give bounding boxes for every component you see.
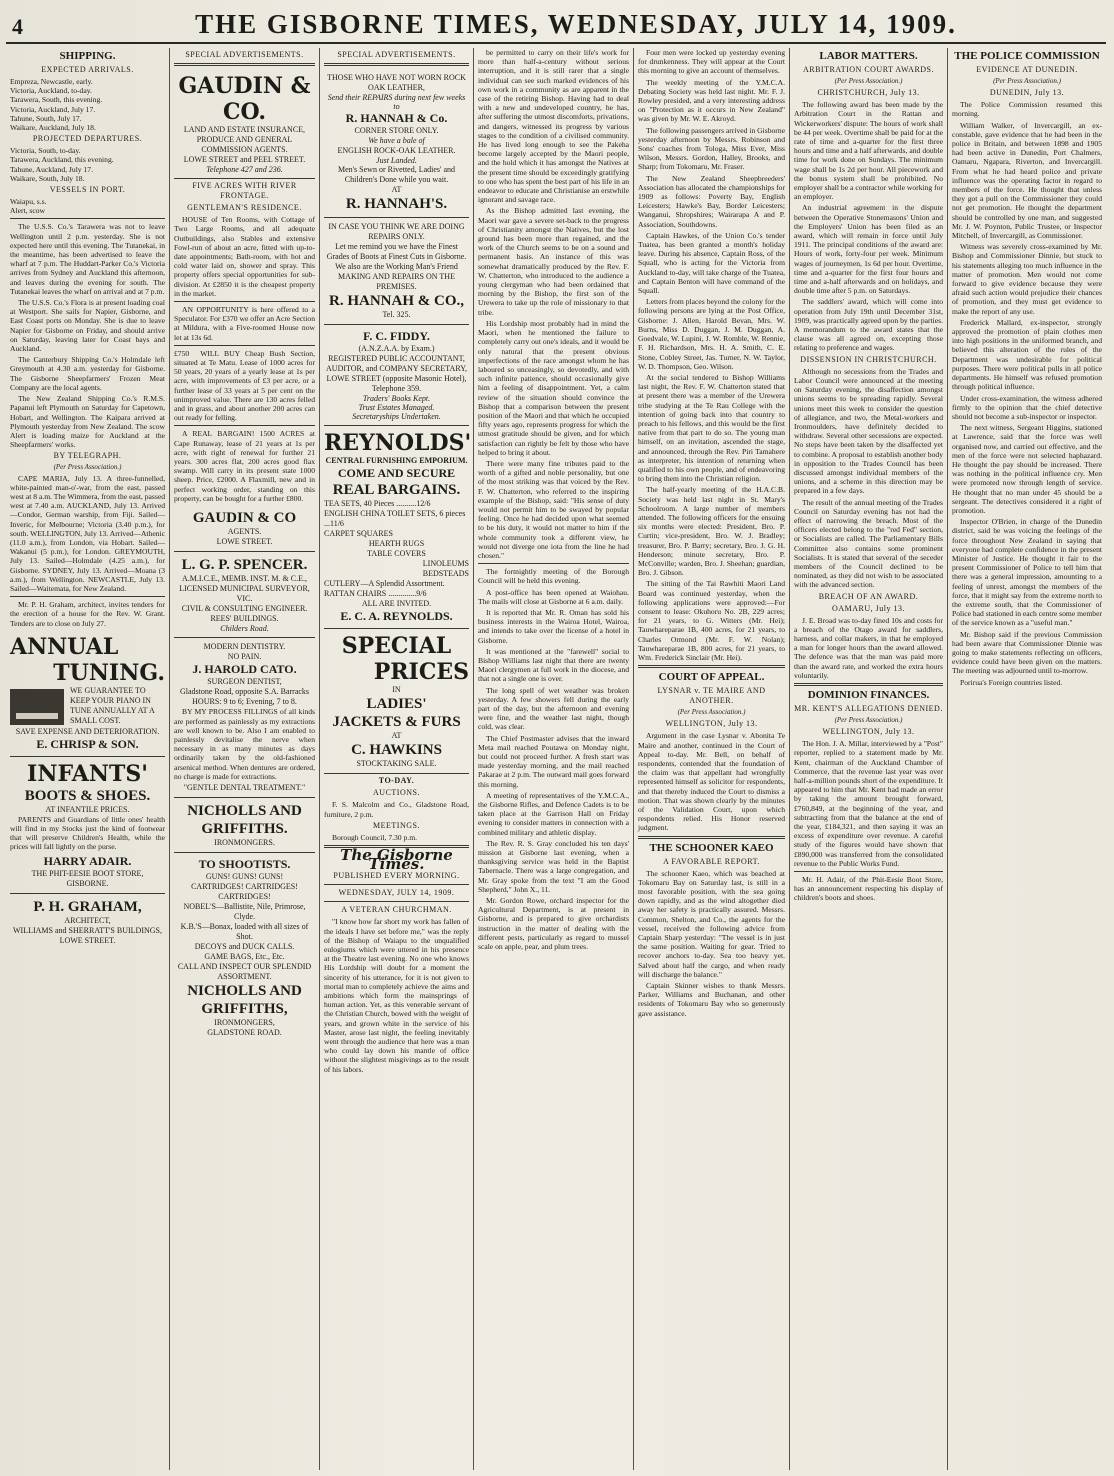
award-paragraph: J. E. Broad was to-day fined 10s and costs for a breach of the Otago award for saddlers, harness, and collar makers, in that he employed a man for longer hours than the award allowed. The defence was that the man was paid more than the award rate, and worked the extra hours voluntarily. bbox=[794, 615, 943, 680]
dentistry-ad bbox=[174, 638, 315, 798]
telegraph-text: CAPE MARIA, July 13. A three-funnelled, white-painted man-o'-war, from the east, passed west at 8 a.m. The Wimmera, from the east, passed west at 7.40 a.m. AUCKLAND, July 13. Arrived—Condor, German warship, from Fiji. Sailed—Inveric, for Melbourne; Victoria (3.40 p.m.), for south. WELLINGTON, July 13. Arrived—Athenic (11.0 a.m.), from London, via Hobart. Sailed—Wakanui (5 p.m.), for London. GREYMOUTH, July 13. Sailed—Holmdale (4.25 a.m.), for Gisborne. SYDNEY, July 13. Arrived—Moana (3 a.m.), from Wellington. NEWCASTLE, July 13. Sailed—Waitemata, for New Zealand. bbox=[10, 473, 165, 593]
news-item: The Chief Postmaster advises that the inward Meta mail reached Poutawa on Monday night, but could not proceed further. A fresh start was made yesterday morning, and the mail reached Pakarae at 2 p.m. The outward mail goes forward this morning. bbox=[478, 733, 629, 789]
gaudin-address: LOWE STREET and PEEL STREET. bbox=[183, 155, 306, 164]
special-ads-header-2: SPECIAL ADVERTISEMENTS. bbox=[337, 50, 456, 59]
spencer-name: L. G. P. SPENCER. bbox=[181, 557, 308, 574]
cartridges-line: CARTRIDGES! CARTRIDGES! CARTRIDGES! bbox=[191, 881, 298, 901]
labor-place: CHRISTCHURCH, July 13. bbox=[817, 88, 920, 98]
china-line: ENGLISH CHINA TOILET SETS, 6 pieces ...11/6 bbox=[324, 509, 466, 529]
news-item: The Rev. R. S. Gray concluded his ten days' mission at Gisborne last evening, when a thanksgiving service was held in the Baptist Tabernacle. There was a large congregation, and Mr. Gray spoke from the text "I am the Good Shepherd," John X., 11. bbox=[478, 838, 629, 894]
editorial-date: WEDNESDAY, JULY 14, 1909. bbox=[338, 888, 455, 898]
jackets-label: JACKETS & FURS bbox=[332, 714, 461, 731]
veteran-text: "I know how far short my work has fallen of the ideals I have set before me," was the reply of the Bishop of Waiapu to the unqualified eulogiums which were uttered in his presence at the Theatre last evening. No one who knows His Lordship will doubt for a moment the sincerity of his utterance, for it is not given to mortal man to completely achieve the aims and ambitions which form the mainsprings of human action. Yet, as this venerable servant of the Christian Church, bowed with the weight of years, and grown white in the service of his Master, arose last night, the feeling inevitably went through the audience that here was a man who could lay down his mantle of office without the slightest misgivings as to the result of his labors. bbox=[324, 917, 469, 1074]
police-place: DUNEDIN, July 13. bbox=[989, 88, 1065, 98]
reynolds-name: REYNOLDS' bbox=[324, 430, 472, 457]
ironmongers: IRONMONGERS. bbox=[214, 837, 275, 847]
graham-ad bbox=[10, 894, 165, 950]
house-text: HOUSE of Ten Rooms, with Cottage of Two Large Rooms, and all adequate Outbuildings, also Stables and extensive Fowl-run of about an acre, fitted with up-to-date appointments; Bath-room, with hot and cold water laid on, shower and spray. This property offers special opportunities for sub-division. At £2850 it is the cheapest property in the market. bbox=[174, 215, 315, 298]
adair-notice: Mr. H. Adair, of the Phit-Eesie Boot Store, has an announcement respecting his display of children's boots and shoes. bbox=[794, 875, 943, 903]
editorial-paragraph: His Lordship most probably had in mind the Maori, when he mentioned the failure to completely carry out one's ideals, and it would be only natural that the present obvious imperfections of the race amongst whom he has laboured so unceasingly, so devotedly, and with such infinite patience, should occasionally give him a feeling of disappointment. Yet, a calm review of the situation should convince the Bishop that a comparison between the present position of the Maori and that which he occupied fifty years ago, represents progress for which the utmost gratitude should be given, and for which satisfaction can rightly be felt by those who have helped to bring it about. bbox=[478, 318, 629, 457]
in-case-line: IN CASE YOU THINK WE ARE DOING REPAIRS ONLY. bbox=[328, 221, 465, 241]
infants-ad bbox=[10, 757, 165, 894]
nobels-line: NOBEL'S—Ballistite, Nile, Primrose, Clyde. bbox=[183, 901, 306, 921]
news-item: A meeting of representatives of the Y.M.C.A., the Gisborne Rifles, and Defence Cadets is to be taken place at the Garrison Hall on Friday evening to consider matters in connection with a combined military and athletic display. bbox=[478, 790, 629, 837]
police-paragraph: Witness was severely cross-examined by Mr. Bishop and Commissioner Dinnie, but stuck to his statements alleging too much influence in the matter of promotion. Men would not come forward to give evidence because they were afraid such action would prejudice their chances of promotion, and they must get evidence to make the report of any use. bbox=[952, 242, 1102, 316]
column-editorial bbox=[474, 48, 634, 1470]
hannah-name-2: R. HANNAH & CO., bbox=[329, 292, 464, 309]
gentle-treatment: "GENTLE DENTAL TREATMENT." bbox=[183, 782, 306, 792]
list-item: Victoria, South, to-day. bbox=[10, 146, 81, 156]
news-item: The New Zealand Sheepbreeders' Association has allocated the championships for 1909 as follows: Poverty Bay, English Leicesters; Hawke's Bay, Border Leicesters; Wanganui, Shropshires; Wairarapa A and P. Association, Southdowns. bbox=[638, 173, 785, 229]
shipping-paragraph: The U.S.S. Co.'s Tarawera was not to leave Wellington until 2 p.m. yesterday. She is not expected here until this evening. The Tutanekai, in the meantime, has been advertised to leave the wharf at 7 p.m. The Huddart-Parker Co.'s Victoria arrives from Sydney and Auckland this afternoon, and leaves during the evening for south. The Tutanekai leaves the wharf on arrival and at 7 p.m. bbox=[10, 222, 165, 296]
newspaper-title: THE GISBORNE TIMES, WEDNESDAY, JULY 14, 1909. bbox=[195, 9, 957, 39]
police-paragraph: Inspector O'Brien, in charge of the Dunedin district, said he was voicing the feelings of the force throughout New Zealand in saying that everyone had complete confidence in the present Minister of Justice. He thought it fair to the present Commissioner of Police to tell him that there was a general impression, amounting to a feeling of unrest, amongst the members of the force, that it might say from the extreme north to the extreme south, that the Commissioner of Police had stationed in each centre some member of the service known as a "useful man." bbox=[952, 517, 1102, 628]
at-label-2: AT bbox=[391, 731, 402, 741]
no-pain: NO PAIN. bbox=[227, 652, 262, 662]
telegraph-heading: BY TELEGRAPH. bbox=[53, 451, 122, 461]
court-heading: COURT OF APPEAL. bbox=[658, 671, 765, 684]
five-acres-heading: FIVE ACRES WITH RIVER FRONTAGE. bbox=[192, 181, 297, 201]
vessels-list bbox=[10, 197, 165, 215]
page-number: 4 bbox=[12, 14, 23, 39]
stocktaking-line: STOCKTAKING SALE. bbox=[356, 759, 437, 769]
come-line: COME AND SECURE bbox=[337, 466, 456, 481]
columns bbox=[6, 48, 1106, 1470]
news-item: A post-office has been opened at Waiohau. The mails will close at Gisborne at 6 a.m. daily. bbox=[478, 587, 629, 606]
ladies-label: LADIES' bbox=[366, 696, 427, 713]
finances-heading: DOMINION FINANCES. bbox=[807, 688, 930, 701]
gentleman-heading: GENTLEMAN'S RESIDENCE. bbox=[187, 203, 302, 213]
nicholls-name: NICHOLLS AND GRIFFITHS. bbox=[187, 802, 302, 837]
masthead bbox=[6, 4, 1106, 44]
shootists-ad bbox=[174, 853, 315, 1042]
hawkins-name: C. HAWKINS bbox=[351, 742, 442, 759]
cato-name: J. HAROLD CATO. bbox=[192, 662, 297, 677]
dissension-paragraph: The result of the annual meeting of the Trades Council on Saturday evening has not had the effect of narrowing the breach. Most of the officers elected belong to the "red Fed" section, or Socialists are called. The Parliamentary Bills Committee also contains some prominent Socialists. It is stated that several of the seceder members of the Council declined to be nominated, as they did not wish to be associated with the advanced section. bbox=[794, 497, 943, 590]
boots-label: BOOTS & SHOES. bbox=[24, 787, 151, 804]
list-item: Waiapu, s.s. bbox=[10, 197, 47, 207]
cato-text: BY MY PROCESS FILLINGS of all kinds are performed as painlessly as my extractions are well known to be. Also I am enabled to painlessly devitalise the nerve when necessary in as many minutes as days ordinarily taken by the old-fashioned arsenical method. When dentures are ordered, no charge is made for extractions. bbox=[174, 707, 315, 781]
opportunity-text: AN OPPORTUNITY is here offered to a Speculator. For £370 we offer an Acre Section at Mildura, with a Five-roomed House now let at 13s 6d. bbox=[174, 305, 315, 342]
court-place: WELLINGTON, July 13. bbox=[665, 719, 758, 729]
spencer-sub: A.M.I.C.E., MEMB. INST. M. & C.E., LICENSED MUNICIPAL SURVEYOR, VIC. bbox=[179, 574, 310, 604]
nicholls-ad bbox=[174, 798, 315, 853]
police-heading: THE POLICE COMMISSION bbox=[954, 50, 1100, 62]
shipping-paragraph: The Canterbury Shipping Co.'s Holmdale left Greymouth at 4.30 a.m. yesterday for Gisborne. The Gisborne Sheepfarmers' Frozen Meat Company are the local agents. bbox=[10, 355, 165, 392]
dissension-paragraph: Although no secessions from the Trades and Labor Council were announced at the meeting on Saturday evening, the disaffection amongst unions seems to be spreading rapidly. Several unions meet this week to consider the question of allegiance, and two, the Metal-workers and Ironmoulders, have definitely decided to withdraw. Several other secessions are expected. No steps have been taken by the disaffected yet to combine. A proposal to establish another body in opposition to the Trades Council has been discussed amongst individual members of the unions, and a scheme in this direction may be prepared in a few days. bbox=[794, 366, 943, 496]
just-landed: Just Landed. bbox=[376, 155, 417, 165]
kb-line: K.B.'S—Bonax, loaded with all sizes of Shot. bbox=[180, 921, 309, 941]
projected-departures-heading: PROJECTED DEPARTURES. bbox=[32, 134, 143, 144]
carpet-line: CARPET SQUARES bbox=[324, 529, 393, 539]
english-leather: ENGLISH ROCK-OAK LEATHER. bbox=[337, 145, 456, 155]
news-item: It is reported that Mr. R. Oman has sold his business interests in the Wairoa Hotel, Wairoa, and intends to take over the license of a hotel in Gisborne. bbox=[478, 607, 629, 645]
let-me-line: Let me remind you we have the Finest Grades of Boots at Finest Cuts in Gisborne. bbox=[326, 241, 467, 261]
fiddy-name: F. C. FIDDY. bbox=[363, 328, 430, 343]
harry-adair: HARRY ADAIR. bbox=[43, 853, 132, 868]
column-ads-1 bbox=[170, 48, 320, 1470]
agents-label: AGENTS. bbox=[227, 527, 262, 537]
news-item: Four men were locked up yesterday evening for drunkenness. They will appear at the Court this morning to give an account of themselves. bbox=[638, 48, 785, 76]
worn-line: THOSE WHO HAVE NOT WORN ROCK OAK LEATHER, bbox=[327, 73, 466, 92]
list-item: Tahune, South, July 17. bbox=[10, 113, 82, 123]
emporium-line: CENTRAL FURNISHING EMPORIUM. bbox=[325, 456, 468, 466]
mens-line: Men's Sewn or Rivetted, Ladies' and Children's Done while you wait. bbox=[337, 164, 456, 184]
projected-departures-list bbox=[10, 146, 165, 183]
news-item: It was mentioned at the "farewell" social to Bishop Williams last night that there are twenty Maori clergymen at full work in the diocese, and that not a single one is over. bbox=[478, 646, 629, 684]
tuning-ad bbox=[10, 630, 165, 757]
hearth-line: HEARTH RUGS bbox=[368, 539, 425, 549]
dissension-heading: DISSENSION IN CHRISTCHURCH. bbox=[800, 354, 937, 364]
gaudin-sub: LAND AND ESTATE INSURANCE, PRODUCE AND GENERAL COMMISSION AGENTS. bbox=[183, 125, 306, 154]
repairs-line: Send their REPAIRS during next few weeks to bbox=[327, 93, 466, 112]
labor-paragraph: The following award has been made by the Arbitration Court in the Rattan and Wickerworkers' dispute: The hours of work shall be 44 per week. Overtime shall be paid for at the rate of time and a-quarter for the first three hours and time and a half afterwards, and double time for work done on Sundays. The minimum wage shall be 1s 2d per hour. All piecework and the bonus system shall be prohibited. No employer shall be a contractor while working for an employer. bbox=[794, 100, 943, 202]
infants-label: INFANTS' bbox=[27, 760, 148, 787]
special-ads-header: SPECIAL ADVERTISEMENTS. bbox=[185, 50, 304, 59]
gisborne-times-title: The Gisborne Times. bbox=[340, 846, 453, 874]
telegraph-source: (Per Press Association.) bbox=[53, 463, 122, 472]
in-label: IN bbox=[392, 685, 401, 695]
trust-line: Trust Estates Managed. bbox=[358, 403, 435, 413]
news-item: Captain Hawkes, of the Union Co.'s tender Tuatea, has been granted a month's holiday leave. During his absence, Captain Ross, of the Squall, who is acting for the Victoria from Auckland to-day, will take charge of the Tuatea, and Captain Benton will have command of the Squall. bbox=[638, 230, 785, 296]
police-paragraph: The Police Commission resumed this morning. bbox=[952, 100, 1102, 119]
list-item: Alert, scow bbox=[10, 206, 46, 216]
police-paragraph: Mr. Bishop said if the previous Commission had been aware that Commissioner Dinnie was going to make statements reflecting on officers, evidence could have been given on the matters. The meeting was adjourned until to-morrow. bbox=[952, 629, 1102, 676]
column-ads-2 bbox=[320, 48, 474, 1470]
gaudin-telephone: Telephone 427 and 236. bbox=[206, 165, 283, 174]
news-item: At the social tendered to Bishop Williams last night, the Rev. F. W. Chatterton stated that at present there was a member of the Urewera tribe studying at the Te Rau College with the intention of going back into that country to preach to his fellows, and this would be the first native from that part to do so. The young man himself, on an invitation, ascended the stage, and announced, through the Rev. Piri Tamahere as interpreter, his intention of returning when qualified to his own people, and of endeavoring to bring them into the Christian religion. bbox=[638, 372, 785, 484]
hawkins-ad bbox=[324, 629, 469, 774]
labor-paragraph: The saddlers' award, which will come into operation from July 19th until December 31st, 1909, was practically agreed upon by the parties. A memorandum to the award states that the clause was all agreed on, excepting those relating to preference and wages. bbox=[794, 297, 943, 353]
news-item: The half-yearly meeting of the H.A.C.B. Society was held last night in St. Mary's Schoolroom. A large number of members attended. The following officers for the ensuing six months were elected: President, Bro. P. Curtin; vice-president, Bro. W. J. Bradley; treasurer, Bro. P. Barry; secretary, Bro. J. G. H. Henderson; minute secretary, Bro. P. McConville; warden, Bro. J. Sheehan; guardian, Bro. J. Gibson. bbox=[638, 485, 785, 578]
labor-paragraph: An industrial agreement in the dispute between the Operative Stonemasons' Union and the Employers' Union has been filed as an award, which will remain in force until July 1911. The principal conditions of the award are: Hours of work, forty-four per week. Minimum wages of journeymen, 1s 6d per hour. Overtime, time and a-quarter for the first four hours and time and a-half afterwards and on holidays, and double time after 5 p.m. on Saturdays. bbox=[794, 203, 943, 296]
gladstone-road: GLADSTONE ROAD. bbox=[207, 1027, 282, 1037]
auctions-text: F. S. Malcolm and Co., Gladstone Road, furniture, 2 p.m. bbox=[324, 800, 469, 819]
list-item: Victoria, Auckland, July 17. bbox=[10, 104, 96, 114]
hannah-name: R. HANNAH & Co. bbox=[345, 111, 448, 126]
price-750: £750 bbox=[174, 348, 190, 358]
graham-address: WILLIAMS and SHERRATT'S BUILDINGS, LOWE STREET. bbox=[13, 925, 162, 945]
news-item: Mr. Gordon Rowe, orchard inspector for the Agricultural Department, is at present in Gisborne, and is prepared to give orchardists instruction in the matter of dealing with the different pests, particularly as regard to mussel scale on apple, pear, and plum trees. bbox=[478, 896, 629, 952]
reynolds-name-2: E. C. A. REYNOLDS. bbox=[340, 609, 453, 624]
nicholls-name-2: NICHOLLS AND GRIFFITHS, bbox=[187, 982, 302, 1017]
surgeon-label: SURGEON DENTIST, bbox=[207, 677, 282, 687]
today-heading: TO-DAY. bbox=[378, 776, 415, 786]
court-text: Argument in the case Lysnar v. Abonita Te Maire and another, continued in the Court of Appeal to-day. Mr. Bell, on behalf of respondents, contended that the foundation of the claim was that appellant had wrongfully represented himself as solicitor for respondents, and that thereby induced the Court to dismiss a motion. That was shown clearly by the minutes of the Validation Court, upon which respondents relied. His Honor reserved judgment. bbox=[638, 731, 785, 833]
column-police bbox=[948, 48, 1106, 1470]
annual-label: ANNUAL bbox=[10, 633, 119, 660]
column-labor bbox=[790, 48, 948, 1470]
meetings-text: Borough Council, 7.30 p.m. bbox=[332, 832, 418, 842]
police-paragraph: Frederick Mallard, ex-inspector, strongly approved the promotion of plain clothes men into high positions in the uniformed branch, and believed this alteration of the rules of the Department was undesirable for political purposes. There were political pulls in all police departments. He himself was refused promotion through political influence. bbox=[952, 317, 1102, 392]
award-heading: BREACH OF AN AWARD. bbox=[818, 591, 919, 601]
police-source: (Per Press Association.) bbox=[993, 77, 1061, 85]
award-place: OAMARU, July 13. bbox=[832, 603, 905, 613]
veteran-heading: A VETERAN CHURCHMAN. bbox=[341, 905, 452, 915]
lino-line: LINOLEUMS bbox=[422, 559, 469, 569]
court-source: (Per Press Association.) bbox=[677, 708, 746, 717]
police-sub: EVIDENCE AT DUNEDIN. bbox=[976, 65, 1078, 74]
hannah-ad bbox=[324, 69, 469, 218]
auctions-heading: AUCTIONS. bbox=[373, 788, 420, 798]
infants-text: PARENTS and Guardians of little ones' health will find in my Stocks just the kind of footwear that will preserve Children's Health, while the prices will fall lightly on the purse. bbox=[10, 814, 165, 852]
gamebags-line: GAME BAGS, Etc., Etc. bbox=[204, 951, 285, 961]
hannahs-name: R. HANNAH'S. bbox=[345, 195, 448, 212]
list-item: Tarawera, Auckland, this evening. bbox=[10, 155, 114, 165]
special-label: SPECIAL bbox=[341, 633, 452, 660]
dentistry-heading: MODERN DENTISTRY. bbox=[203, 642, 286, 652]
corner-store: CORNER STORE ONLY. bbox=[354, 126, 439, 136]
infant-prices: AT INFANTILE PRICES. bbox=[45, 804, 130, 814]
chrisp-name: E. CHRISP & SON. bbox=[36, 736, 139, 751]
kaeo-text-2: Captain Skinner wishes to thank Messrs. Parker, Williams and Buchanan, and other residents of Tokomaru Bay who so generously gave assistance. bbox=[638, 981, 785, 1018]
tea-line: TEA SETS, 40 Pieces ..........12/6 bbox=[324, 499, 431, 509]
making-line: MAKING AND REPAIRS ON THE PREMISES. bbox=[338, 271, 455, 291]
news-item: The following passengers arrived in Gisborne yesterday afternoon by Messrs. Robinson and Sons' coaches from Tologa, Miss Ever, Miss Wilson, Messrs. Gordon, Halley, Brooks, and Sharp; from Tokomaru, Mr. Fraser. bbox=[638, 125, 785, 172]
decoys-line: DECOYS and DUCK CALLS. bbox=[194, 941, 295, 951]
gaudin-agents-ad bbox=[174, 505, 315, 552]
list-item: Tahune, Auckland, July 17. bbox=[10, 164, 93, 174]
spencer-sub2: CIVIL & CONSULTING ENGINEER. bbox=[181, 604, 308, 614]
hannah-ad-2 bbox=[324, 218, 469, 325]
published-line: PUBLISHED EVERY MORNING. bbox=[333, 871, 460, 881]
list-item: Waikare, South, July 18. bbox=[10, 173, 85, 183]
childers-road: Childers Road. bbox=[220, 624, 269, 634]
finances-paragraph: The Hon. J. A. Millar, interviewed by a "Post" reporter, replied to a statement made by Mr. Kent, chairman of the Auckland Chamber of Commerce, that the revenue last year was over half-a-million pounds short of the expenditure. It appeared to him that Mr. Kent had made an error by taking the amount brought forward, £760,849, at the beginning of the year, and subtracting from that the balance at the end of the year, £184,321, and then saying it was an excess of expenditure over revenue. A careful study of the figures would have shown that £890,000 was transferred from the consolidated revenue to the Public Works Fund. bbox=[794, 739, 943, 868]
lowe-street: LOWE STREET. bbox=[216, 537, 273, 547]
editorial-paragraph: be permitted to carry on their life's work for more than half-a-century without serious interruption, and it is still rarer that a single individual can see such marked evidences of his own work in a community as are apparent in the case of the retiring Bishop. Having had to deal with a new and undeveloped country, he has, after suffering the utmost discomforts, privations, and dangers, witnessed its progress by various stages to the condition of a civilised community. He has lived long enough to see the Pakeha become largely accepted by the Maori people, and the hold which it has amongst the Natives at the present time should be exceedingly gratifying to one who has spent the best part of his life in an endeavor to educate and Christianise an erstwhile ignorant and savage race. bbox=[478, 48, 629, 205]
meetings-heading: MEETINGS. bbox=[373, 820, 420, 830]
tuning-text: WE GUARANTEE TO KEEP YOUR PIANO IN TUNE ANNUALLY AT A SMALL COST. bbox=[70, 685, 155, 725]
finances-sub: MR. KENT'S ALLEGATIONS DENIED. bbox=[794, 703, 943, 713]
court-sub: LYSNAR v. TE MAIRE AND ANOTHER. bbox=[657, 686, 766, 706]
fiddy-text: REGISTERED PUBLIC ACCOUNTANT, AUDITOR, and COMPANY SECRETARY, bbox=[326, 353, 467, 373]
harry-sub: THE PHIT-EESIE BOOT STORE, GISBORNE. bbox=[31, 868, 144, 888]
all-invited: ALL ARE INVITED. bbox=[361, 599, 432, 609]
gaudin-name: GAUDIN & CO. bbox=[178, 73, 311, 125]
list-item: Victoria, Auckland, to-day. bbox=[10, 86, 92, 96]
news-item: Letters from places beyond the colony for the following persons are lying at the Post Office, Gisborne: J. Allen, Harold Bevan, Mrs. W. Burns, Miss D. Duggan, J. M. Duggan, A. Goedvale, W. Lupini, J. W. Romble, W. Rennie, F. H. Richardson, Mrs. H. A. Smith, C. E. Stone, Cobley Street, Jas. Turner, N. W. Taylor, W. D. Thompson, Geo. Wilson. bbox=[638, 297, 785, 371]
guns-line: GUNS! GUNS! GUNS! bbox=[205, 871, 284, 881]
finances-place: WELLINGTON, July 13. bbox=[822, 727, 915, 737]
rattan-line: RATTAN CHAIRS ..............9/6 bbox=[324, 589, 427, 599]
price-750-text: WILL BUY Cheap Bush Section, situated at Te Matu. Lease of 1000 acres for 50 years, 20 years of a yearly lease at 1s per acre, with improvements of £3 per acre, or a further lease of 33 years at 5 per cent on the unimproved value. There are 130 acres felled and in grass, and about another 200 acres can out ready for felling. bbox=[174, 348, 315, 423]
column-local-news bbox=[634, 48, 790, 1470]
news-item: The weekly meeting of the Y.M.C.A. Debating Society was held last night. Mr. F. J. Rowley presided, and a very interesting address on "Protection as it occurs in New Zealand" was given by Mr. W. E. Akroyd. bbox=[638, 77, 785, 124]
covers-line: TABLE COVERS bbox=[367, 549, 426, 559]
gaudin-name-2: GAUDIN & CO bbox=[192, 510, 297, 527]
list-item: Empreza, Newcastle, early. bbox=[10, 77, 93, 86]
shipping-paragraph: The U.S.S. Co.'s Flora is at present loading coal at Westport. She sails for Napier, Gisborne, and East Coast ports on Monday. She is due to leave Napier for Gisborne on Friday, and should arrive on Saturday, leaving later for Coast bays and Auckland. bbox=[10, 298, 165, 354]
kaeo-text: The schooner Kaeo, which was beached at Tokomaru Bay on Saturday last, is still in a most favorable position, with the sea going down rapidly, and as the wind altogether died away her safety is practically assured. Messrs. Common, Shelton, and Co., the agents for the vessel, received the following advice from Captain Sharp yesterday: "The vessel is in just the same position. Waiting for gear. Tried to recover anchors to-day. Sea too heavy yet. Salved about half the cargo, and when ready will discharge the balance." bbox=[638, 868, 785, 979]
traders-line: Traders' Books Kept. bbox=[362, 393, 431, 403]
prices-label: PRICES bbox=[373, 659, 469, 686]
kaeo-heading: THE SCHOONER KAEO bbox=[649, 841, 774, 854]
friend-line: We also are the Working Man's Friend bbox=[335, 261, 458, 271]
list-item: Waikare, Auckland, July 18. bbox=[10, 123, 96, 133]
finances-source: (Per Press Association.) bbox=[834, 715, 903, 724]
fiddy-sub: (A.N.Z.A.A. by Exam.) bbox=[358, 343, 435, 353]
shipping-paragraph: The New Zealand Shipping Co.'s R.M.S. Papanui left Plymouth on Saturday for Capetown, Hobart, and Wellington. The Kaipara arrived at Plymouth yesterday from New Zealand. The scow Alert is loading maize for Auckland at the Sheepfarmers' works. bbox=[10, 394, 165, 450]
fiddy-address: LOWE STREET (opposite Masonic Hotel), Telephone 359. bbox=[326, 373, 467, 393]
labor-sub: ARBITRATION COURT AWARDS. bbox=[802, 65, 935, 74]
at-label: AT bbox=[391, 184, 402, 194]
column-shipping bbox=[6, 48, 170, 1470]
police-paragraph: Porirua's Foreign countries listed. bbox=[960, 677, 1063, 687]
shootists-heading: TO SHOOTISTS. bbox=[198, 856, 291, 871]
batch-line: We have a bale of bbox=[368, 136, 425, 146]
bedsteads-line: BEDSTEADS bbox=[422, 569, 469, 579]
news-item: The fortnightly meeting of the Borough Council will be held this evening. bbox=[478, 567, 629, 586]
police-paragraph: Under cross-examination, the witness adhered firmly to the opinion that the chief detective should not become a sub-inspector or inspector. bbox=[952, 393, 1102, 421]
vessels-heading: VESSELS IN PORT. bbox=[49, 185, 126, 195]
tuning-label: TUNING. bbox=[53, 659, 165, 686]
labor-heading: LABOR MATTERS. bbox=[819, 50, 918, 62]
call-inspect: CALL AND INSPECT OUR SPLENDID ASSORTMENT. bbox=[177, 961, 312, 981]
ironmongers-2: IRONMONGERS, bbox=[214, 1017, 275, 1027]
editorial-paragraph: As the Bishop admitted last evening, the Maori war gave a severe set-back to the progress of Christianity amongst the Natives, but the lost ground has been more than regained, and the work of the Church seems to be on a sound and permanent basis. An instance of this was somewhat dramatically produced by the Rev. F. W. Chatterton, who introduced to the audience a young clergyman who had been ordained that morning by the Bishop, the first son of the Urewera to take up the role of missionary to that tribe. bbox=[478, 206, 629, 317]
reynolds-ad bbox=[324, 426, 472, 629]
spencer-ad bbox=[174, 552, 315, 638]
labor-source: (Per Press Association.) bbox=[834, 77, 903, 85]
rees-buildings: REES' BUILDINGS. bbox=[210, 614, 279, 624]
expected-arrivals-heading: EXPECTED ARRIVALS. bbox=[41, 65, 134, 74]
kaeo-sub: A FAVORABLE REPORT. bbox=[663, 856, 760, 866]
cutlery-line: CUTLERY—A Splendid Assortment. bbox=[324, 579, 445, 589]
news-item: The long spell of wet weather was broken yesterday. A few showers fell during the early part of the day, but the afternoon and evening were fine, and the weather last night, though cold, was clear. bbox=[478, 685, 629, 732]
police-paragraph: William Walker, of Invercargill, an ex-constable, gave evidence that he had been in the police in Britain, and between 1898 and 1905 had been active in Dunedin, Port Chalmers, Oamaru, Ngapara, Riverton, and Invercargill. From what he had heard police and private influence was the operating factor in regard to members of the force. He thought that unless they got a pull on the Commissioner they could not get promotion. He thought the department should be controlled by one man, and suggested Mr. J. W. Poynton, Public Trustee, or Inspector Mitchell, of Invercargill, as Commissioner. bbox=[952, 120, 1102, 241]
news-item: The sitting of the Tai Rawhiti Maori Land Board was continued yesterday, when the following applications were approved:—For consent to lease: Okuhoru No. 2B, 229 acres; for 21 years, to G. Witters (Mr. Hei); Tauwhareparae 1B, 400 acres, for 21 years, to Charles Ormond (Mr. F. W. Nolan); Tauwhareparae 1B, 800 acres, for 21 years, to Wm. Frederick Sinclair (Mr. Hei). bbox=[638, 579, 785, 662]
bargains-line: REAL BARGAINS. bbox=[332, 482, 461, 499]
fiddy-ad bbox=[324, 325, 469, 427]
graham-sub: ARCHITECT, bbox=[64, 915, 111, 925]
list-item: Tarawera, South, this evening. bbox=[10, 95, 103, 105]
tender-notice: Mr. P. H. Graham, architect, invites tenders for the erection of a house for the Rev. W. Grant. Tenders are to close on July 27. bbox=[10, 600, 165, 628]
cato-address: Gladstone Road, opposite S.A. Barracks HOURS: 9 to 6; Evening, 7 to 8. bbox=[179, 687, 310, 707]
piano-illustration bbox=[10, 689, 64, 725]
police-paragraph: The next witness, Sergeant Higgins, stationed at Lawrence, said that the force was well organised now, and carried out effective, and the men of the force were not selected haphazard. He thought the pay should be increased. There was nothing in the political influence cry. Men were promoted now through length of service. He thought that no man under 45 should be a sergeant. The detectives considered it a right of promotion. bbox=[952, 423, 1102, 515]
gaudin-ad bbox=[174, 69, 315, 179]
hannah-tel: Tel. 325. bbox=[382, 309, 411, 319]
shipping-heading: SHIPPING. bbox=[59, 50, 116, 62]
editorial-paragraph: There were many fine tributes paid to the worth of a gifted and noble personality, but one of the most striking was that voiced by the Rev. F. W. Chatterton, who referred to the inspiring example of the Bishop, said: "His sense of duty would not permit him to be swayed by popular feeling. Once he had decided upon what seemed to be his duty, it would not matter to him if the whole community took a different view, he would not diverge one iota from the line he had chosen." bbox=[478, 458, 629, 560]
bargain-text: A REAL BARGAIN! 1500 ACRES at Cape Runaway, lease of 21 years at 1s per acre, with right of renewal for further 21 years. 300 acres flat, 200 acres good flax swamp. Will carry in its present state 1000 sheep. Price, £2000. A Flaxmill, new and in perfect working order, standing on this property, can be bought for a further £800. bbox=[174, 429, 315, 503]
tuning-text2: SAVE EXPENSE AND DETERIORATION. bbox=[15, 726, 160, 736]
graham-name: P. H. GRAHAM, bbox=[33, 898, 142, 915]
secretary-line: Secretaryships Undertaken. bbox=[352, 412, 441, 422]
expected-arrivals-list bbox=[10, 77, 165, 132]
